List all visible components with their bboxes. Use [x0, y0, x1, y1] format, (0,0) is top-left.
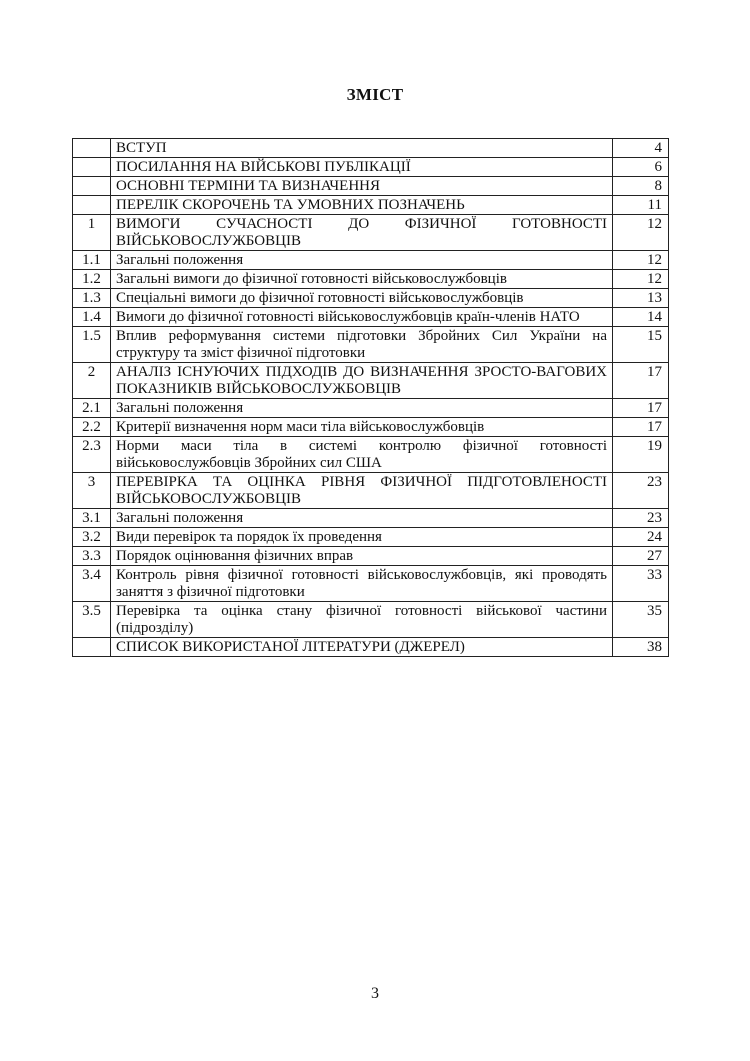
toc-number: 1.3 [73, 289, 111, 308]
toc-page: 4 [613, 139, 669, 158]
toc-row[interactable] [73, 418, 669, 437]
toc-row[interactable] [73, 308, 669, 327]
toc-row[interactable] [73, 196, 669, 215]
toc-title: Перевірка та оцінка стану фізичної готовності військової частини (підрозділу) [111, 602, 613, 638]
toc-title: ВСТУП [111, 139, 613, 158]
toc-row[interactable] [73, 270, 669, 289]
toc-row[interactable] [73, 437, 669, 473]
toc-number: 3.5 [73, 602, 111, 638]
toc-row[interactable] [73, 399, 669, 418]
toc-row[interactable] [73, 327, 669, 363]
toc-title: Загальні вимоги до фізичної готовності військовослужбовців [111, 270, 613, 289]
toc-title: СПИСОК ВИКОРИСТАНОЇ ЛІТЕРАТУРИ (ДЖЕРЕЛ) [111, 638, 613, 657]
toc-number: 2.2 [73, 418, 111, 437]
toc-number: 3.3 [73, 547, 111, 566]
toc-page: 38 [613, 638, 669, 657]
page-number: 3 [371, 985, 379, 1002]
toc-row[interactable] [73, 177, 669, 196]
toc-number: 2.3 [73, 437, 111, 473]
toc-page: 17 [613, 418, 669, 437]
toc-number: 2.1 [73, 399, 111, 418]
toc-title: Контроль рівня фізичної готовності військовослужбовців, які проводять заняття з фізичної підготовки [111, 566, 613, 602]
toc-row[interactable] [73, 251, 669, 270]
toc-page: 17 [613, 363, 669, 399]
toc-row[interactable] [73, 528, 669, 547]
toc-number: 1.5 [73, 327, 111, 363]
toc-page: 23 [613, 473, 669, 509]
toc-page: 33 [613, 566, 669, 602]
toc-title: ОСНОВНІ ТЕРМІНИ ТА ВИЗНАЧЕННЯ [111, 177, 613, 196]
toc-page: 17 [613, 399, 669, 418]
toc-page: 12 [613, 270, 669, 289]
page-title: ЗМІСТ [346, 85, 404, 104]
toc-page: 6 [613, 158, 669, 177]
toc-title: Порядок оцінювання фізичних вправ [111, 547, 613, 566]
toc-row[interactable] [73, 289, 669, 308]
toc-row[interactable] [73, 215, 669, 251]
toc-page: 8 [613, 177, 669, 196]
toc-page: 11 [613, 196, 669, 215]
toc-number: 1.2 [73, 270, 111, 289]
toc-row[interactable] [73, 602, 669, 638]
toc-number [73, 139, 111, 158]
toc-title: Види перевірок та порядок їх проведення [111, 528, 613, 547]
toc-page: 35 [613, 602, 669, 638]
toc-number: 3.1 [73, 509, 111, 528]
toc-title: Загальні положення [111, 251, 613, 270]
toc-number: 1.1 [73, 251, 111, 270]
toc-row[interactable] [73, 638, 669, 657]
toc-title: Загальні положення [111, 399, 613, 418]
toc-title: ВИМОГИ СУЧАСНОСТІ ДО ФІЗИЧНОЇ ГОТОВНОСТІ ВІЙСЬКОВОСЛУЖБОВЦІВ [111, 215, 613, 251]
toc-page: 13 [613, 289, 669, 308]
toc-number: 3.4 [73, 566, 111, 602]
toc-number [73, 196, 111, 215]
toc-page: 15 [613, 327, 669, 363]
toc-row[interactable] [73, 363, 669, 399]
toc-row[interactable] [73, 547, 669, 566]
toc-page: 27 [613, 547, 669, 566]
toc-number: 2 [73, 363, 111, 399]
toc-number: 1.4 [73, 308, 111, 327]
toc-row[interactable] [73, 139, 669, 158]
toc-number: 3.2 [73, 528, 111, 547]
toc-page: 12 [613, 251, 669, 270]
toc-page: 19 [613, 437, 669, 473]
toc-title: ПОСИЛАННЯ НА ВІЙСЬКОВІ ПУБЛІКАЦІЇ [111, 158, 613, 177]
toc-row[interactable] [73, 566, 669, 602]
toc-title: Загальні положення [111, 509, 613, 528]
toc-title: Норми маси тіла в системі контролю фізичної готовності військовослужбовців Збройних сил США [111, 437, 613, 473]
table-of-contents [72, 138, 669, 657]
toc-body [73, 139, 669, 657]
toc-title: Вимоги до фізичної готовності військовослужбовців країн-членів НАТО [111, 308, 613, 327]
toc-number [73, 177, 111, 196]
toc-row[interactable] [73, 158, 669, 177]
toc-row[interactable] [73, 509, 669, 528]
toc-row[interactable] [73, 473, 669, 509]
toc-page: 14 [613, 308, 669, 327]
toc-page: 12 [613, 215, 669, 251]
toc-title: Спеціальні вимоги до фізичної готовності військовослужбовців [111, 289, 613, 308]
toc-number: 1 [73, 215, 111, 251]
toc-page: 24 [613, 528, 669, 547]
toc-page: 23 [613, 509, 669, 528]
toc-title: ПЕРЕЛІК СКОРОЧЕНЬ ТА УМОВНИХ ПОЗНАЧЕНЬ [111, 196, 613, 215]
toc-title: Вплив реформування системи підготовки Збройних Сил України на структуру та зміст фізичної підготовки [111, 327, 613, 363]
toc-number: 3 [73, 473, 111, 509]
toc-number [73, 158, 111, 177]
toc-number [73, 638, 111, 657]
toc-title: ПЕРЕВІРКА ТА ОЦІНКА РІВНЯ ФІЗИЧНОЇ ПІДГОТОВЛЕНОСТІ ВІЙСЬКОВОСЛУЖБОВЦІВ [111, 473, 613, 509]
toc-title: Критерії визначення норм маси тіла військовослужбовців [111, 418, 613, 437]
toc-title: АНАЛІЗ ІСНУЮЧИХ ПІДХОДІВ ДО ВИЗНАЧЕННЯ ЗРОСТО-ВАГОВИХ ПОКАЗНИКІВ ВІЙСЬКОВОСЛУЖБОВЦІВ [111, 363, 613, 399]
